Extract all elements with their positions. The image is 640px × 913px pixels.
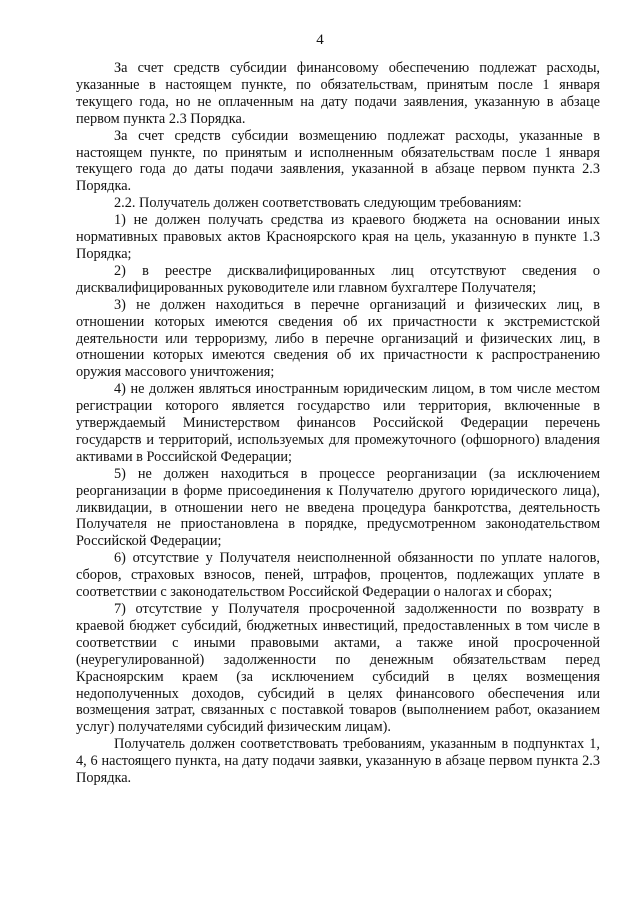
document-body (76, 60, 600, 787)
paragraph-reimbursement-expenses: За счет средств субсидии возмещению подлежат расходы, указанные в настоящем пункте, по принятым и исполненным обязательствам после 1 января текущего года до даты подачи заявления, указанной в абзаце первом пункта 2.3 Порядка. (76, 127, 600, 195)
requirement-item-5: 5) не должен находиться в процессе реорганизации (за исключением реорганизации в форме присоединения к Получателю другого юридического лица), ликвидации, в отношении него не введена процедура банкротства, деятельность Получателя не приостановлена в порядке, предусмотренном законодательством Российской Федерации; (76, 465, 600, 550)
requirement-item-7: 7) отсутствие у Получателя просроченной задолженности по возврату в краевой бюджет субсидий, бюджетных инвестиций, предоставленных в том числе в соответствии с иными правовыми актами, а также иной просроченной (неурегулированной) задолженности по денежным обязательствам перед Красноярским краем (за исключением субсидий в целях возмещения недополученных доходов, субсидий в целях финансового обеспечения или возмещения затрат, связанных с поставкой товаров (выполнением работ, оказанием услуг) получателями субсидий физическим лицам). (76, 601, 600, 736)
paragraph-compliance-date: Получатель должен соответствовать требованиям, указанным в подпунктах 1, 4, 6 настоящего пункта, на дату подачи заявки, указанную в абзаце первом пункта 2.3 Порядка. (76, 736, 600, 787)
requirement-item-2: 2) в реестре дисквалифицированных лиц отсутствуют сведения о дисквалифицированных руководителе или главном бухгалтере Получателя; (76, 262, 600, 296)
requirement-item-3: 3) не должен находиться в перечне организаций и физических лиц, в отношении которых имеются сведения об их причастности к экстремистской деятельности или терроризму, либо в перечне организаций и физических лиц, в отношении которых имеются сведения об их причастности к распространению оружия массового уничтожения; (76, 296, 600, 381)
paragraph-financing-expenses: За счет средств субсидии финансовому обеспечению подлежат расходы, указанные в настоящем пункте, по обязательствам, принятым после 1 января текущего года, но не оплаченным на дату подачи заявления, указанную в абзаце первом пункта 2.3 Порядка. (76, 60, 600, 127)
requirement-item-1: 1) не должен получать средства из краевого бюджета на основании иных нормативных правовых актов Красноярского края на цель, указанную в пункте 1.3 Порядка; (76, 212, 600, 262)
page-number: 4 (316, 32, 324, 48)
requirement-item-6: 6) отсутствие у Получателя неисполненной обязанности по уплате налогов, сборов, страховых взносов, пеней, штрафов, процентов, подлежащих уплате в соответствии с законодательством Российской Федерации о налогах и сборах; (76, 550, 600, 601)
requirement-item-4: 4) не должен являться иностранным юридическим лицом, в том числе местом регистрации которого является государство или территория, включенные в утверждаемый Министерством финансов Российской Федерации перечень государств и территорий, используемых для промежуточного (офшорного) владения активами в Российской Федерации; (76, 381, 600, 465)
paragraph-section-2-2-heading: 2.2. Получатель должен соответствовать следующим требованиям: (114, 195, 522, 212)
